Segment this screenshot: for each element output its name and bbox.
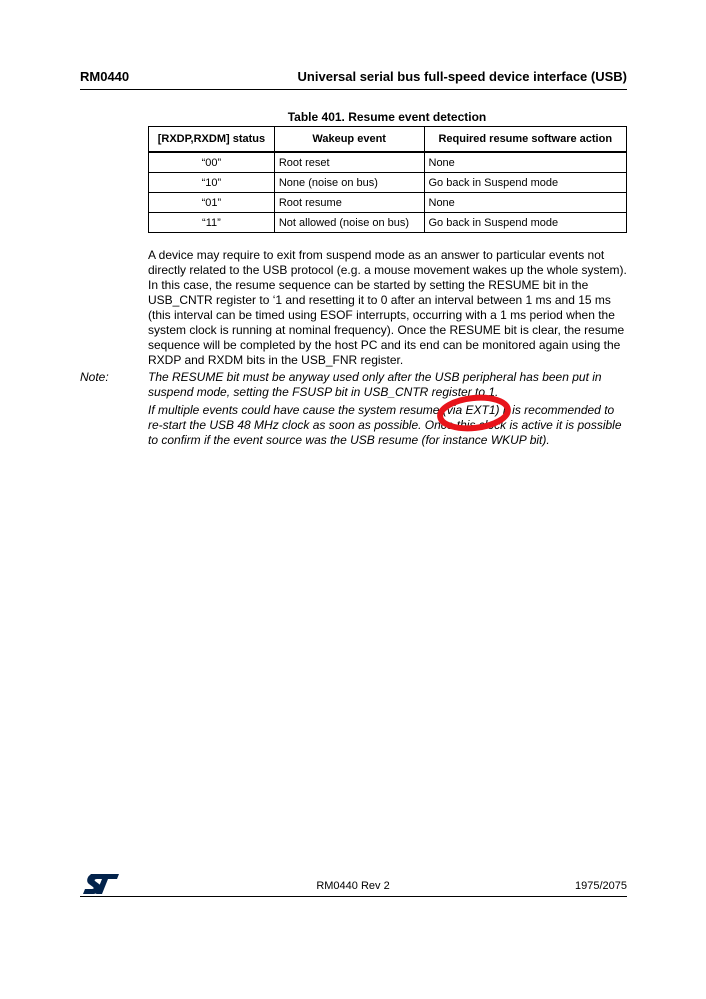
table-row [149, 213, 627, 233]
action-cell: None [424, 152, 627, 173]
header-divider [80, 89, 627, 90]
red-circle-annotation [436, 394, 512, 432]
table-header-row [149, 127, 627, 153]
header-section-title: Universal serial bus full-speed device interface (USB) [297, 69, 627, 84]
header-doc-id: RM0440 [80, 69, 130, 84]
wakeup-event-cell: None (noise on bus) [274, 173, 424, 193]
action-cell: Go back in Suspend mode [424, 213, 627, 233]
table-caption: Table 401. Resume event detection [287, 110, 487, 124]
action-cell: None [424, 193, 627, 213]
note-paragraph-1: The RESUME bit must be anyway used only after the USB peripheral has been put in suspend mode, setting the FSUSP bit in USB_CNTR register to 1. [148, 370, 602, 399]
note-label: Note: [80, 370, 109, 384]
column-header: Required resume software action [424, 127, 627, 153]
status-cell: “10” [149, 173, 275, 193]
table-row [149, 193, 627, 213]
status-cell: “01” [149, 193, 275, 213]
column-header: [RXDP,RXDM] status [149, 127, 275, 153]
column-header: Wakeup event [274, 127, 424, 153]
resume-event-table [148, 126, 627, 233]
table-row [149, 173, 627, 193]
wakeup-event-cell: Root reset [274, 152, 424, 173]
table-row [149, 152, 627, 173]
body-paragraph: A device may require to exit from suspend mode as an answer to particular events not directly related to the USB protocol (e.g. a mouse movement wakes up the whole system). In this case, the resume sequence can be started by setting the RESUME bit in the USB_CNTR register to ‘1 and resetting it to 0 after an interval between 1 ms and 15 ms (this interval can be timed using ESOF interrupts, occurring with a 1 ms period when the system clock is running at nominal frequency). Once the RESUME bit is clear, the resume sequence will be completed by the host PC and its end can be monitored again using the RXDP and RXDM bits in the USB_FNR register. [148, 248, 627, 367]
wakeup-event-cell: Not allowed (noise on bus) [274, 213, 424, 233]
footer-divider [80, 896, 627, 897]
status-cell: “11” [149, 213, 275, 233]
action-cell: Go back in Suspend mode [424, 173, 627, 193]
note-paragraph-2: If multiple events could have cause the system resume (via EXT1) it is recommended to re-start the USB 48 MHz clock as soon as possible. Once this clock is active it is possible to confirm if the event source was the USB resume (for instance WKUP bit). [148, 403, 622, 447]
wakeup-event-cell: Root resume [274, 193, 424, 213]
footer-revision: RM0440 Rev 2 [316, 880, 390, 892]
status-cell: “00” [149, 152, 275, 173]
footer-page-number: 1975/2075 [575, 880, 627, 892]
